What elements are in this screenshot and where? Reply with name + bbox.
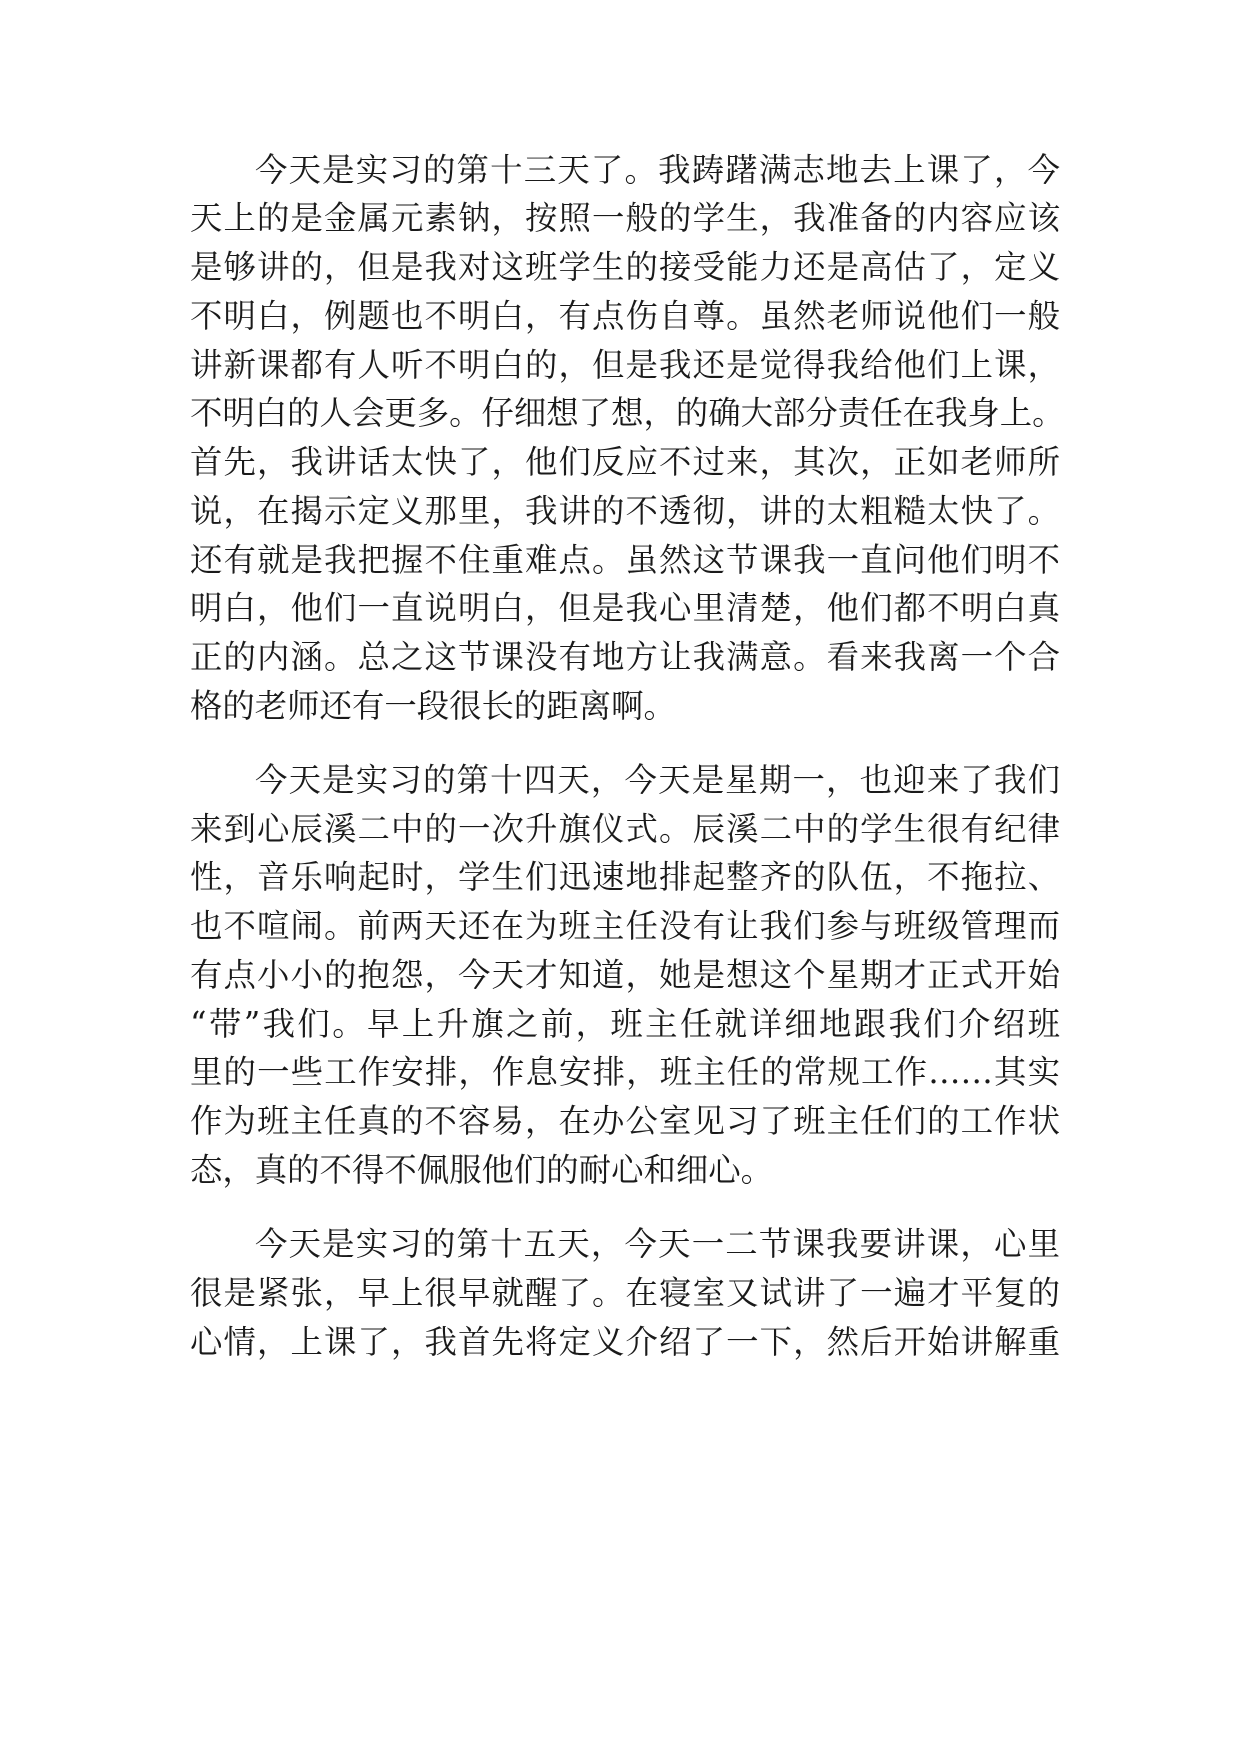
text-line: 讲新课都有人听不明白的，但是我还是觉得我给他们上课，	[190, 346, 1060, 384]
text-line: 很是紧张，早上很早就醒了。在寝室又试讲了一遍才平复的	[190, 1274, 1060, 1312]
text-line: 首先，我讲话太快了，他们反应不过来，其次，正如老师所	[190, 443, 1060, 481]
text-line: 作为班主任真的不容易，在办公室见习了班主任们的工作状	[190, 1102, 1060, 1140]
text-line: 是够讲的，但是我对这班学生的接受能力还是高估了，定义	[190, 248, 1060, 286]
text-line: 说，在揭示定义那里，我讲的不透彻，讲的太粗糙太快了。	[190, 492, 1060, 530]
text-line: 不明白的人会更多。仔细想了想，的确大部分责任在我身上。	[190, 394, 1065, 432]
text-line: 心情，上课了，我首先将定义介绍了一下，然后开始讲解重	[190, 1323, 1060, 1361]
text-line: 里的一些工作安排，作息安排，班主任的常规工作……其实	[190, 1053, 1060, 1091]
text-line: 来到心辰溪二中的一次升旗仪式。辰溪二中的学生很有纪律	[190, 810, 1060, 848]
text-line: 今天是实习的第十五天，今天一二节课我要讲课，心里	[255, 1225, 1060, 1263]
text-line: 格的老师还有一段很长的距离啊。	[190, 687, 676, 725]
text-line: 正的内涵。总之这节课没有地方让我满意。看来我离一个合	[190, 638, 1060, 676]
text-line: 明白，他们一直说明白，但是我心里清楚，他们都不明白真	[190, 589, 1060, 627]
text-line: 今天是实习的第十四天，今天是星期一，也迎来了我们	[255, 761, 1060, 799]
text-line: 今天是实习的第十三天了。我踌躇满志地去上课了，今	[255, 151, 1060, 189]
text-line: 不明白，例题也不明白，有点伤自尊。虽然老师说他们一般	[190, 297, 1060, 335]
text-line: 性，音乐响起时，学生们迅速地排起整齐的队伍，不拖拉、	[190, 858, 1060, 896]
text-line: 也不喧闹。前两天还在为班主任没有让我们参与班级管理而	[190, 907, 1060, 945]
text-line: 态，真的不得不佩服他们的耐心和细心。	[190, 1151, 774, 1189]
text-line: “带”我们。早上升旗之前，班主任就详细地跟我们介绍班	[190, 1005, 1060, 1043]
text-line: 有点小小的抱怨，今天才知道，她是想这个星期才正式开始	[190, 956, 1060, 994]
text-line: 天上的是金属元素钠，按照一般的学生，我准备的内容应该	[190, 199, 1060, 237]
text-line: 还有就是我把握不住重难点。虽然这节课我一直问他们明不	[190, 541, 1060, 579]
